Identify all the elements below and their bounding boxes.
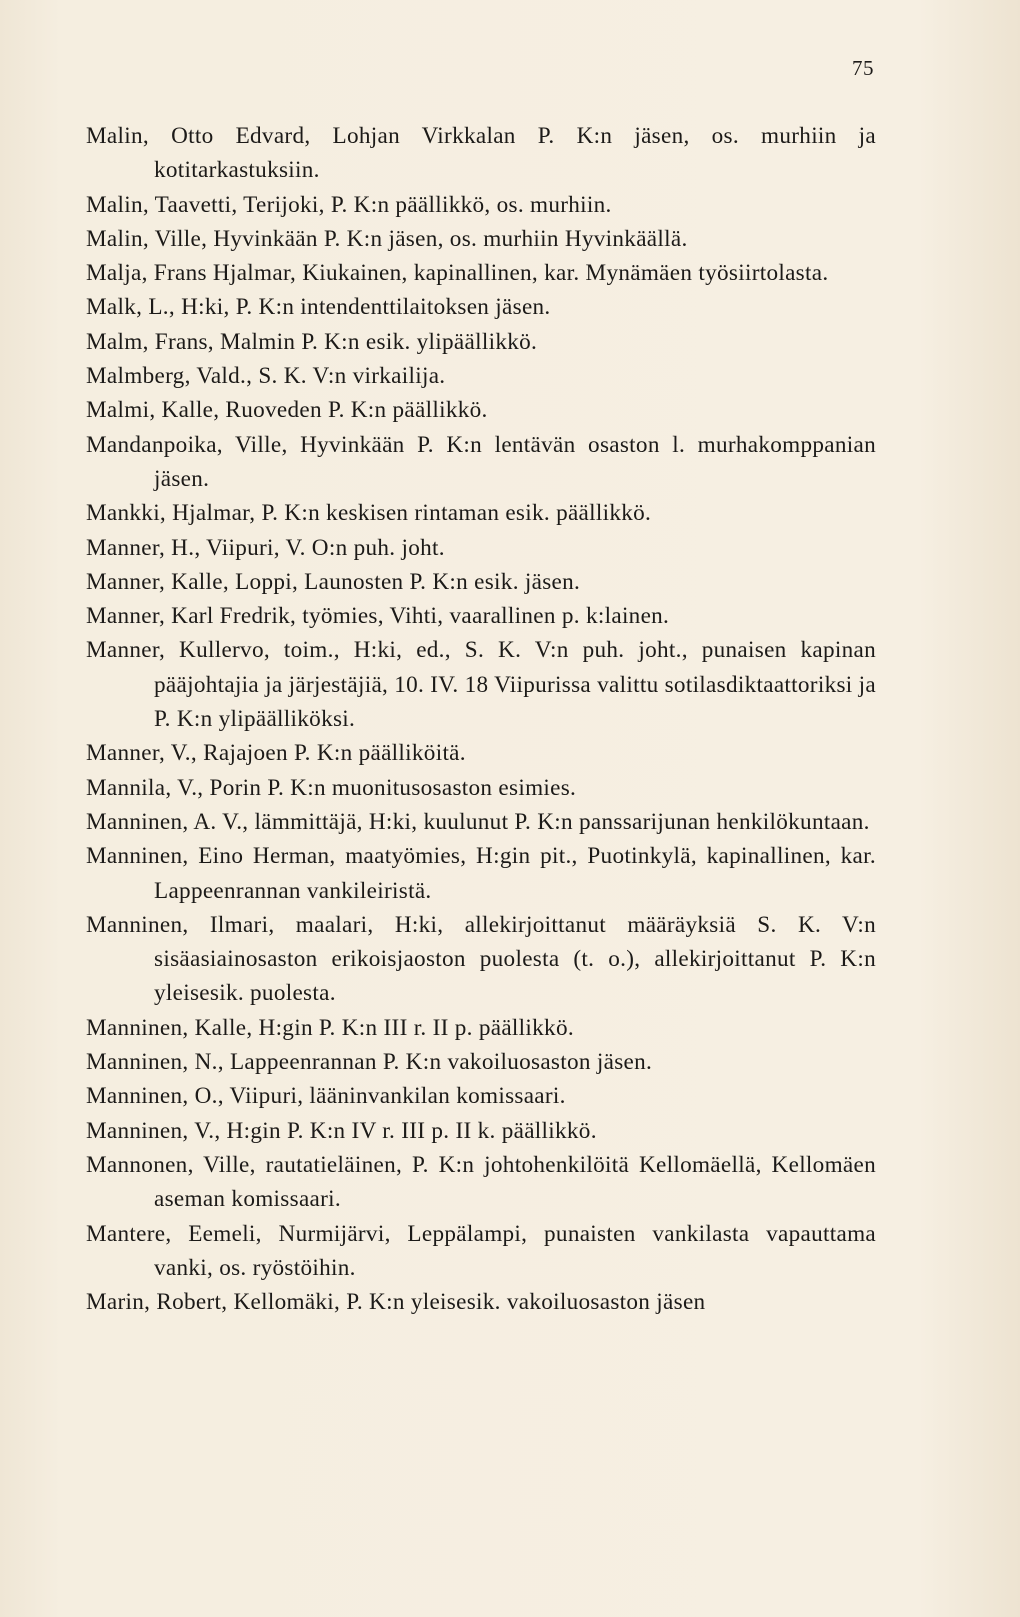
list-item	[86, 256, 876, 290]
entry-text: Manninen, Kalle, H:gin P. K:n III r. II p. päällikkö.	[86, 1014, 574, 1041]
list-item	[86, 359, 876, 393]
entry-text: Malin, Taavetti, Terijoki, P. K:n päällikkö, os. murhiin.	[86, 191, 612, 218]
list-item	[86, 1217, 876, 1286]
list-item	[86, 633, 876, 736]
list-item	[86, 325, 876, 359]
entry-text: Malmberg, Vald., S. K. V:n virkailija.	[86, 363, 446, 390]
list-item	[86, 839, 876, 908]
entry-text: Mannonen, Ville, rautatieläinen, P. K:n johtohenkilöitä Kellomäellä, Kellomäen aseman komissaari.	[86, 1151, 876, 1213]
entry-text: Malin, Ville, Hyvinkään P. K:n jäsen, os. murhiin Hyvinkäällä.	[86, 225, 688, 252]
entry-text: Manninen, V., H:gin P. K:n IV r. III p. II k. päällikkö.	[86, 1117, 597, 1144]
list-item	[86, 805, 876, 839]
entry-text: Mankki, Hjalmar, P. K:n keskisen rintaman esik. päällikkö.	[86, 500, 652, 527]
entry-text: Marin, Robert, Kellomäki, P. K:n yleisesik. vakoiluosaston jäsen	[86, 1289, 706, 1316]
list-item	[86, 1011, 876, 1045]
entry-text: Manner, V., Rajajoen P. K:n päälliköitä.	[86, 740, 466, 767]
entry-text: Manner, Kalle, Loppi, Launosten P. K:n esik. jäsen.	[86, 568, 581, 595]
entry-list	[86, 119, 876, 1319]
entry-text: Manninen, Eino Herman, maatyömies, H:gin pit., Puotinkylä, kapinallinen, kar. Lappeenrannan vankileiristä.	[86, 843, 876, 904]
list-item	[86, 1079, 876, 1113]
list-item	[86, 771, 876, 805]
list-item	[86, 736, 876, 770]
entry-text: Malm, Frans, Malmin P. K:n esik. ylipäällikkö.	[86, 328, 538, 355]
entry-text: Manninen, A. V., lämmittäjä, H:ki, kuulunut P. K:n panssarijunan henkilökuntaan.	[86, 808, 870, 835]
entry-text: Malmi, Kalle, Ruoveden P. K:n päällikkö.	[86, 397, 488, 424]
list-item	[86, 290, 876, 324]
entry-text: Malja, Frans Hjalmar, Kiukainen, kapinallinen, kar. Mynämäen työsiirtolasta.	[86, 260, 829, 287]
list-item	[86, 908, 876, 1011]
entry-text: Malk, L., H:ki, P. K:n intendenttilaitoksen jäsen.	[86, 294, 551, 321]
entry-text: Mandanpoika, Ville, Hyvinkään P. K:n lentävän osaston l. murhakomppanian jäsen.	[86, 431, 876, 492]
list-item	[86, 119, 876, 188]
list-item	[86, 188, 876, 222]
entry-text: Mannila, V., Porin P. K:n muonitusosaston esimies.	[86, 774, 577, 801]
list-item	[86, 222, 876, 256]
entry-text: Malin, Otto Edvard, Lohjan Virkkalan P. K:n jäsen, os. murhiin ja kotitarkastuksiin.	[86, 123, 876, 184]
entry-text: Mantere, Eemeli, Nurmijärvi, Leppälampi, punaisten vankilasta vapauttama vanki, os. ryöstöihin.	[86, 1220, 876, 1281]
entry-text: Manner, H., Viipuri, V. O:n puh. joht.	[86, 534, 445, 561]
entry-text: Manner, Karl Fredrik, työmies, Vihti, vaarallinen p. k:lainen.	[86, 603, 670, 630]
list-item	[86, 1045, 876, 1079]
page-number: 75	[852, 56, 874, 80]
entry-text: Manninen, Ilmari, maalari, H:ki, allekirjoittanut määräyksiä S. K. V:n sisäasiainosaston erikoisjaoston puolesta (t. o.), allekirjoittanut P. K:n yleisesik. puolesta.	[86, 911, 876, 1007]
list-item	[86, 496, 876, 530]
entry-text: Manninen, O., Viipuri, lääninvankilan komissaari.	[86, 1083, 566, 1110]
list-item	[86, 1114, 876, 1148]
list-item	[86, 1285, 876, 1319]
list-item	[86, 565, 876, 599]
list-item	[86, 531, 876, 565]
entry-text: Manninen, N., Lappeenrannan P. K:n vakoiluosaston jäsen.	[86, 1049, 653, 1076]
list-item	[86, 1148, 876, 1217]
entry-text: Manner, Kullervo, toim., H:ki, ed., S. K. V:n puh. joht., punaisen kapinan pääjohtajia ja järjestäjiä, 10. IV. 18 Viipurissa valittu sotilasdiktaattoriksi ja P. K:n ylipäälliköksi.	[86, 637, 876, 733]
list-item	[86, 428, 876, 497]
list-item	[86, 599, 876, 633]
list-item	[86, 393, 876, 427]
